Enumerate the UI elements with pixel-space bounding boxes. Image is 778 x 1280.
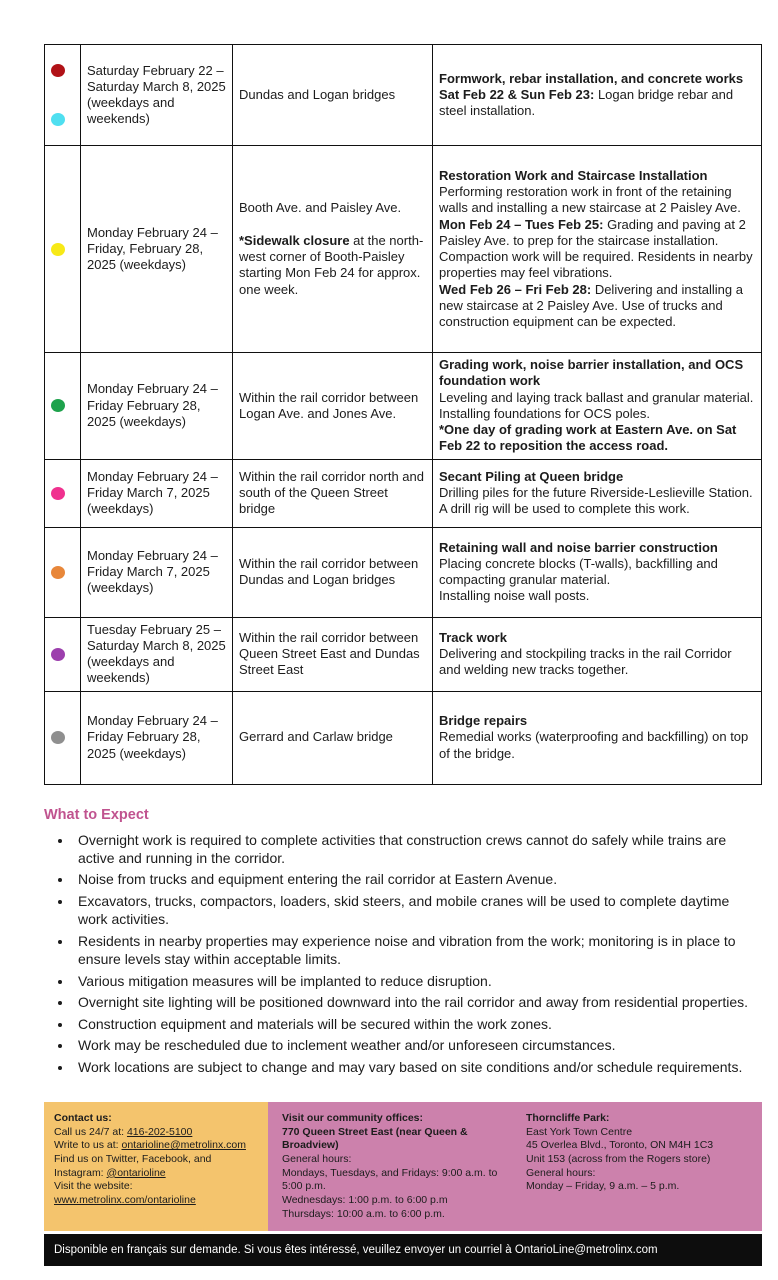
text-segment: East York Town Centre [526,1125,633,1138]
paragraph [439,87,755,120]
text-segment: Grading and paving at 2 Paisley Ave. to prep for the staircase installation. Compaction work will be required. Residents in nearby properties may feel vibrations. [439,216,753,281]
paragraph [239,390,426,423]
work-color-dots [51,731,74,744]
text-segment: Performing restoration work in front of the retaining walls and installing a new staircase at 2 Paisley Ave. [439,184,741,216]
paragraph [439,556,755,589]
description-cell [433,691,762,784]
location-cell [233,146,433,353]
work-color-dots [51,648,74,661]
location-cell [233,527,433,617]
location-cell [233,617,433,691]
text-segment: Dundas and Logan bridges [239,86,396,102]
text-segment: Visit our community offices: [282,1112,423,1125]
paragraph [239,630,426,679]
paragraph [439,184,755,217]
text-segment: Gerrard and Carlaw bridge [239,729,393,745]
paragraph [439,357,755,390]
text-segment: *Sidewalk closure [239,232,350,248]
text-segment: General hours: [282,1153,352,1166]
footer-line [282,1208,518,1222]
paragraph [239,729,426,745]
text-segment: Wed Feb 26 – Fri Feb 28: [439,281,595,297]
description-cell [433,459,762,527]
text-segment: Grading work, noise barrier installation, and OCS foundation work [439,357,744,389]
french-notice-bar [44,1234,762,1266]
paragraph [439,485,755,518]
work-color-dot [51,731,65,744]
date-cell: Monday February 24 – Friday March 7, 2025 (weekdays) [81,527,233,617]
description-cell [433,617,762,691]
text-segment: Track work [439,629,507,645]
text-segment: Visit the website: [54,1180,133,1193]
text-segment: Within the rail corridor between Queen Street East and Dundas Street East [239,629,420,678]
paragraph [239,217,426,233]
expect-bullet: • Residents in nearby properties may experience noise and vibration from the work; monitoring is in place to ensure levels stay within acceptable limits. [73,932,762,969]
work-color-dot [51,399,65,412]
text-segment: Write to us at: [54,1139,122,1152]
table-row [45,353,762,460]
paragraph [439,713,755,729]
date-cell: Monday February 24 – Friday March 7, 2025 (weekdays) [81,459,233,527]
text-segment: *One day of grading work at Eastern Ave. on Sat Feb 22 to reposition the access road. [439,422,737,454]
text-segment: Formwork, rebar installation, and concrete works [439,70,744,86]
paragraph [239,556,426,589]
footer-line [54,1112,262,1126]
date-cell: Tuesday February 25 – Saturday March 8, 2025 (weekdays and weekends) [81,617,233,691]
paragraph [439,217,755,282]
footer-line [282,1126,518,1153]
footer-line [526,1180,756,1194]
description-cell [433,146,762,353]
footer-line [526,1139,756,1153]
text-segment: Unit 153 (across from the Rogers store) [526,1153,711,1166]
expect-bullet-list [44,831,762,1077]
expect-bullet: • Work may be rescheduled due to inclement weather and/or unforeseen circumstances. [73,1036,762,1054]
paragraph [439,282,755,331]
work-color-dots [51,243,74,256]
text-segment: Within the rail corridor between Logan Ave. and Jones Ave. [239,389,419,421]
footer-line [54,1194,262,1208]
text-segment: Delivering and installing a new staircase at 2 Paisley Ave. Use of trucks and construction equipment can be expected. [439,281,743,329]
date-cell: Monday February 24 – Friday February 28, 2025 (weekdays) [81,353,233,460]
community-offices-box [268,1102,762,1231]
table-row [45,691,762,784]
table-row [45,146,762,353]
what-to-expect-heading: What to Expect [44,806,149,823]
text-segment: Retaining wall and noise barrier construction [439,539,718,555]
text-segment: Thorncliffe Park: [526,1112,610,1125]
french-notice-text: Disponible en français sur demande. Si vous êtes intéressé, veuillez envoyer un courriel à OntarioLine@metrolinx.com [54,1244,658,1257]
footer-line [526,1112,756,1126]
text-segment: Sat Feb 22 & Sun Feb 23: [439,86,598,102]
date-cell: Monday February 24 – Friday February 28, 2025 (weekdays) [81,691,233,784]
text-segment: Mon Feb 24 – Tues Feb 25: [439,216,608,232]
work-color-cell [45,45,81,146]
table-row [45,45,762,146]
text-segment: Secant Piling at Queen bridge [439,468,624,484]
location-cell [233,459,433,527]
paragraph [439,422,755,455]
footer-line [54,1126,262,1140]
footer-line [282,1112,518,1126]
paragraph [439,469,755,485]
work-color-dot [51,113,65,126]
work-color-dots [51,566,74,579]
work-color-dots [51,487,74,500]
work-color-dot [51,243,65,256]
work-color-dot [51,64,65,77]
work-color-cell [45,146,81,353]
link[interactable]: @ontarioline [106,1166,166,1179]
text-segment: Contact us: [54,1112,112,1125]
paragraph [239,469,426,518]
paragraph [239,200,426,216]
footer-line [54,1153,262,1180]
text-segment: Placing concrete blocks (T-walls), backfilling and compacting granular material. [439,555,718,587]
paragraph [239,87,426,103]
footer-line [282,1194,518,1208]
text-segment: Remedial works (waterproofing and backfilling) on top of the bridge. [439,729,749,761]
text-segment: Delivering and stockpiling tracks in the rail Corridor and welding new tracks together. [439,645,732,678]
work-color-dots [51,64,74,126]
table-row [45,617,762,691]
table-row [45,527,762,617]
work-color-dots [51,399,74,412]
paragraph [439,729,755,762]
text-segment: Booth Ave. and Paisley Ave. [239,200,402,216]
location-cell [233,691,433,784]
link[interactable]: 416-202-5100 [126,1125,193,1138]
text-segment: Within the rail corridor between Dundas and Logan bridges [239,555,419,587]
text-segment: Drilling piles for the future Riverside-Leslieville Station. A drill rig will be used to complete this work. [439,484,753,517]
text-segment: Restoration Work and Staircase Installation [439,167,708,183]
description-cell [433,527,762,617]
work-color-cell [45,527,81,617]
expect-bullet: • Construction equipment and materials will be secured within the work zones. [73,1015,762,1033]
expect-bullet: • Noise from trucks and equipment entering the rail corridor at Eastern Avenue. [73,870,762,888]
text-segment: General hours: [526,1166,596,1179]
work-color-dot [51,648,65,661]
paragraph [439,168,755,184]
footer-line [54,1180,262,1194]
footer-line [282,1153,518,1167]
work-color-cell [45,617,81,691]
paragraph [439,646,755,679]
text-segment: Find us on Twitter, Facebook, and Instagram: [54,1153,212,1179]
location-cell [233,45,433,146]
what-to-expect-section [44,807,762,1077]
thorncliffe-park-section [518,1112,756,1221]
footer [44,1102,762,1231]
date-cell: Monday February 24 – Friday, February 28, 2025 (weekdays) [81,146,233,353]
work-color-dot [51,487,65,500]
link[interactable]: ontarioline@metrolinx.com [121,1139,246,1152]
footer-line [526,1153,756,1167]
work-color-dot [51,566,65,579]
footer-line [54,1139,262,1153]
text-segment: Leveling and laying track ballast and granular material. Installing foundations for OCS poles. [439,389,754,421]
text-segment: Call us 24/7 at: [54,1125,127,1138]
expect-bullet: • Work locations are subject to change and may vary based on site conditions and/or schedule requirements. [73,1058,762,1076]
footer-line [282,1167,518,1194]
text-segment: at the north-west corner of Booth-Paisley starting Mon Feb 24 for approx. one week. [239,232,424,297]
paragraph [239,233,426,298]
expect-bullet: • Overnight site lighting will be positioned downward into the rail corridor and away from residential properties. [73,993,762,1011]
paragraph [439,540,755,556]
table-row [45,459,762,527]
footer-line [526,1126,756,1140]
paragraph [439,71,755,87]
expect-bullet: • Excavators, trucks, compactors, loaders, skid steers, and mobile cranes will be used to complete daytime work activities. [73,892,762,929]
text-segment: Installing noise wall posts. [439,588,590,604]
expect-bullet: • Various mitigation measures will be implanted to reduce disruption. [73,972,762,990]
text-segment: Within the rail corridor north and south of the Queen Street bridge [239,468,424,517]
date-cell: Saturday February 22 – Saturday March 8, 2025 (weekdays and weekends) [81,45,233,146]
text-segment: 770 Queen Street East (near Queen & Broadview) [282,1125,468,1152]
text-segment: 45 Overlea Blvd., Toronto, ON M4H 1C3 [526,1139,714,1152]
text-segment: Bridge repairs [439,713,528,729]
work-color-cell [45,459,81,527]
contact-box [44,1102,268,1231]
description-cell [433,353,762,460]
paragraph [439,588,755,604]
location-cell [233,353,433,460]
paragraph [439,390,755,423]
work-color-cell [45,691,81,784]
text-segment: Monday – Friday, 9 a.m. – 5 p.m. [526,1180,680,1193]
schedule-table-body [45,45,762,785]
queen-street-office-section [282,1112,518,1221]
text-segment: Thursdays: 10:00 a.m. to 6:00 p.m. [282,1207,445,1220]
text-segment: Logan bridge rebar and steel installation. [439,86,734,119]
text-segment: Mondays, Tuesdays, and Fridays: 9:00 a.m. to 5:00 p.m. [282,1166,498,1193]
text-segment: Wednesdays: 1:00 p.m. to 6:00 p.m [282,1193,448,1206]
paragraph [439,630,755,646]
link[interactable]: www.metrolinx.com/ontarioline [54,1193,196,1206]
construction-schedule-table [44,44,762,785]
footer-line [526,1167,756,1181]
description-cell [433,45,762,146]
expect-bullet: • Overnight work is required to complete activities that construction crews cannot do safely while trains are active and running in the corridor. [73,831,762,868]
work-color-cell [45,353,81,460]
